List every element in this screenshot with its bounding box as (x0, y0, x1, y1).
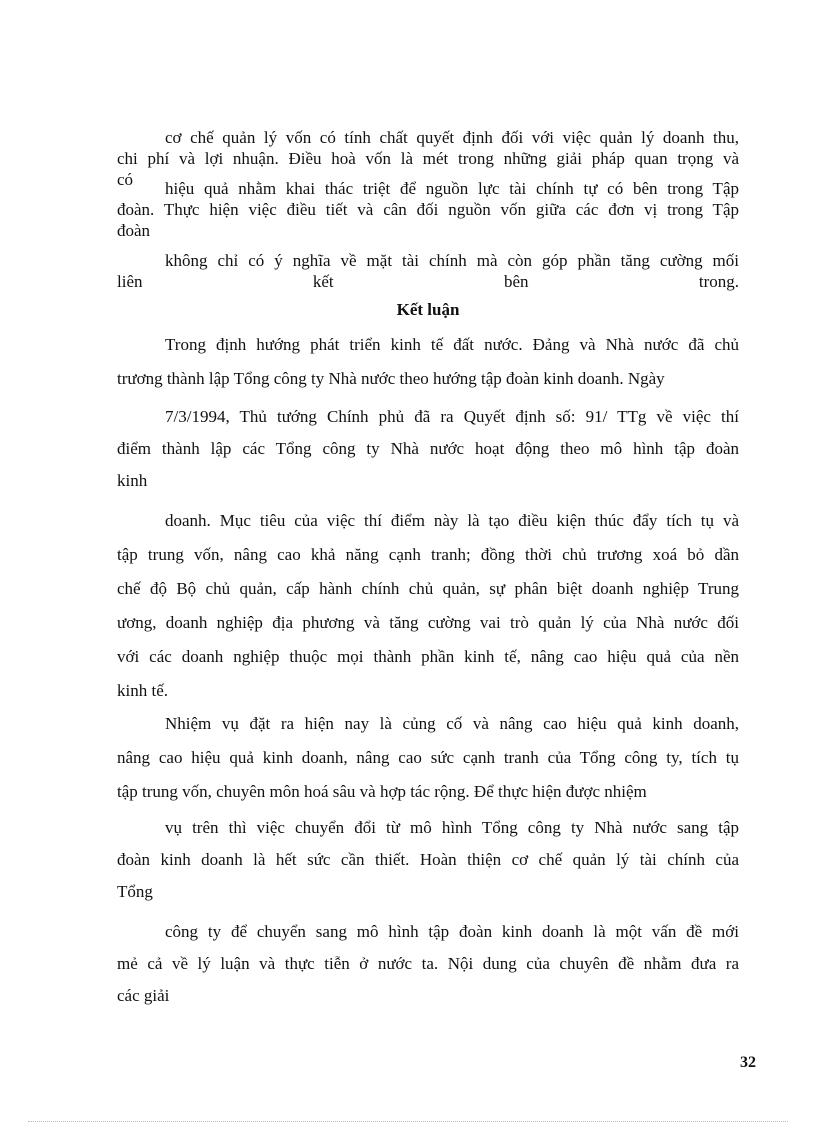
paragraph (117, 178, 739, 241)
text-line: liên kết bên trong. (117, 272, 739, 291)
text-line: đoàn (117, 221, 151, 240)
text-line: các giải (117, 986, 170, 1005)
text-line: công ty để chuyển sang mô hình tập đoàn kinh doanh là một vấn đề mới (165, 922, 739, 941)
text-line: không chỉ có ý nghĩa về mặt tài chính mà còn góp phần tăng cường mối (165, 251, 739, 270)
text-line: Tổng (117, 882, 153, 901)
text-line: chi phí và lợi nhuận. Điều hoà vốn là mét trong những giải pháp quan trọng và (117, 149, 739, 168)
text-line: hiệu quả nhằm khai thác triệt để nguồn lực tài chính tự có bên trong Tập (165, 179, 739, 198)
text-line: đoàn kinh doanh là hết sức cần thiết. Hoàn thiện cơ chế quản lý tài chính của (117, 850, 739, 869)
section-heading: Kết luận (396, 300, 460, 319)
text-line: có (117, 170, 134, 189)
text-line: tập trung vốn, nâng cao khả năng cạnh tranh; đồng thời chủ trương xoá bỏ dần (117, 545, 739, 564)
text-line: ương, doanh nghiệp địa phương và tăng cường vai trò quản lý của Nhà nước đối (117, 613, 739, 632)
paragraph (117, 401, 739, 497)
text-line: vụ trên thì việc chuyển đổi từ mô hình Tổng công ty Nhà nước sang tập (165, 818, 739, 837)
text-line: với các doanh nghiệp thuộc mọi thành phần kinh tế, nâng cao hiệu quả của nền (117, 647, 739, 666)
text-line: 7/3/1994, Thủ tướng Chính phủ đã ra Quyết định số: 91/ TTg về việc thí (165, 407, 739, 426)
text-line: điểm thành lập các Tổng công ty Nhà nước hoạt động theo mô hình tập đoàn (117, 439, 739, 458)
text-line: mẻ cả về lý luận và thực tiễn ở nước ta. Nội dung của chuyên đề nhằm đưa ra (117, 954, 739, 973)
paragraph (117, 812, 739, 908)
page-bottom-divider (28, 1121, 788, 1122)
text-line: kinh tế. (117, 681, 168, 700)
paragraph (117, 707, 739, 809)
text-line: tập trung vốn, chuyên môn hoá sâu và hợp tác rộng. Để thực hiện được nhiệm (117, 782, 647, 801)
text-line: nâng cao hiệu quả kinh doanh, nâng cao sức cạnh tranh của Tổng công ty, tích tụ (117, 748, 739, 767)
text-line: trương thành lập Tổng công ty Nhà nước theo hướng tập đoàn kinh doanh. Ngày (117, 369, 665, 388)
text-line: Nhiệm vụ đặt ra hiện nay là củng cố và nâng cao hiệu quả kinh doanh, (165, 714, 739, 733)
paragraph (117, 916, 739, 1012)
paragraph (117, 328, 739, 396)
paragraph (117, 250, 739, 292)
text-line: kinh (117, 471, 148, 490)
text-line: doanh. Mục tiêu của việc thí điểm này là tạo điều kiện thúc đẩy tích tụ và (165, 511, 739, 530)
page-number: 32 (740, 1054, 756, 1071)
text-line: chế độ Bộ chủ quản, cấp hành chính chủ quản, sự phân biệt doanh nghiệp Trung (117, 579, 739, 598)
paragraph (117, 504, 739, 708)
text-line: Trong định hướng phát triển kinh tế đất nước. Đảng và Nhà nước đã chủ (165, 335, 739, 354)
text-line: cơ chế quản lý vốn có tính chất quyết định đối với việc quản lý doanh thu, (165, 128, 739, 147)
text-line: đoàn. Thực hiện việc điều tiết và cân đối nguồn vốn giữa các đơn vị trong Tập (117, 200, 739, 219)
